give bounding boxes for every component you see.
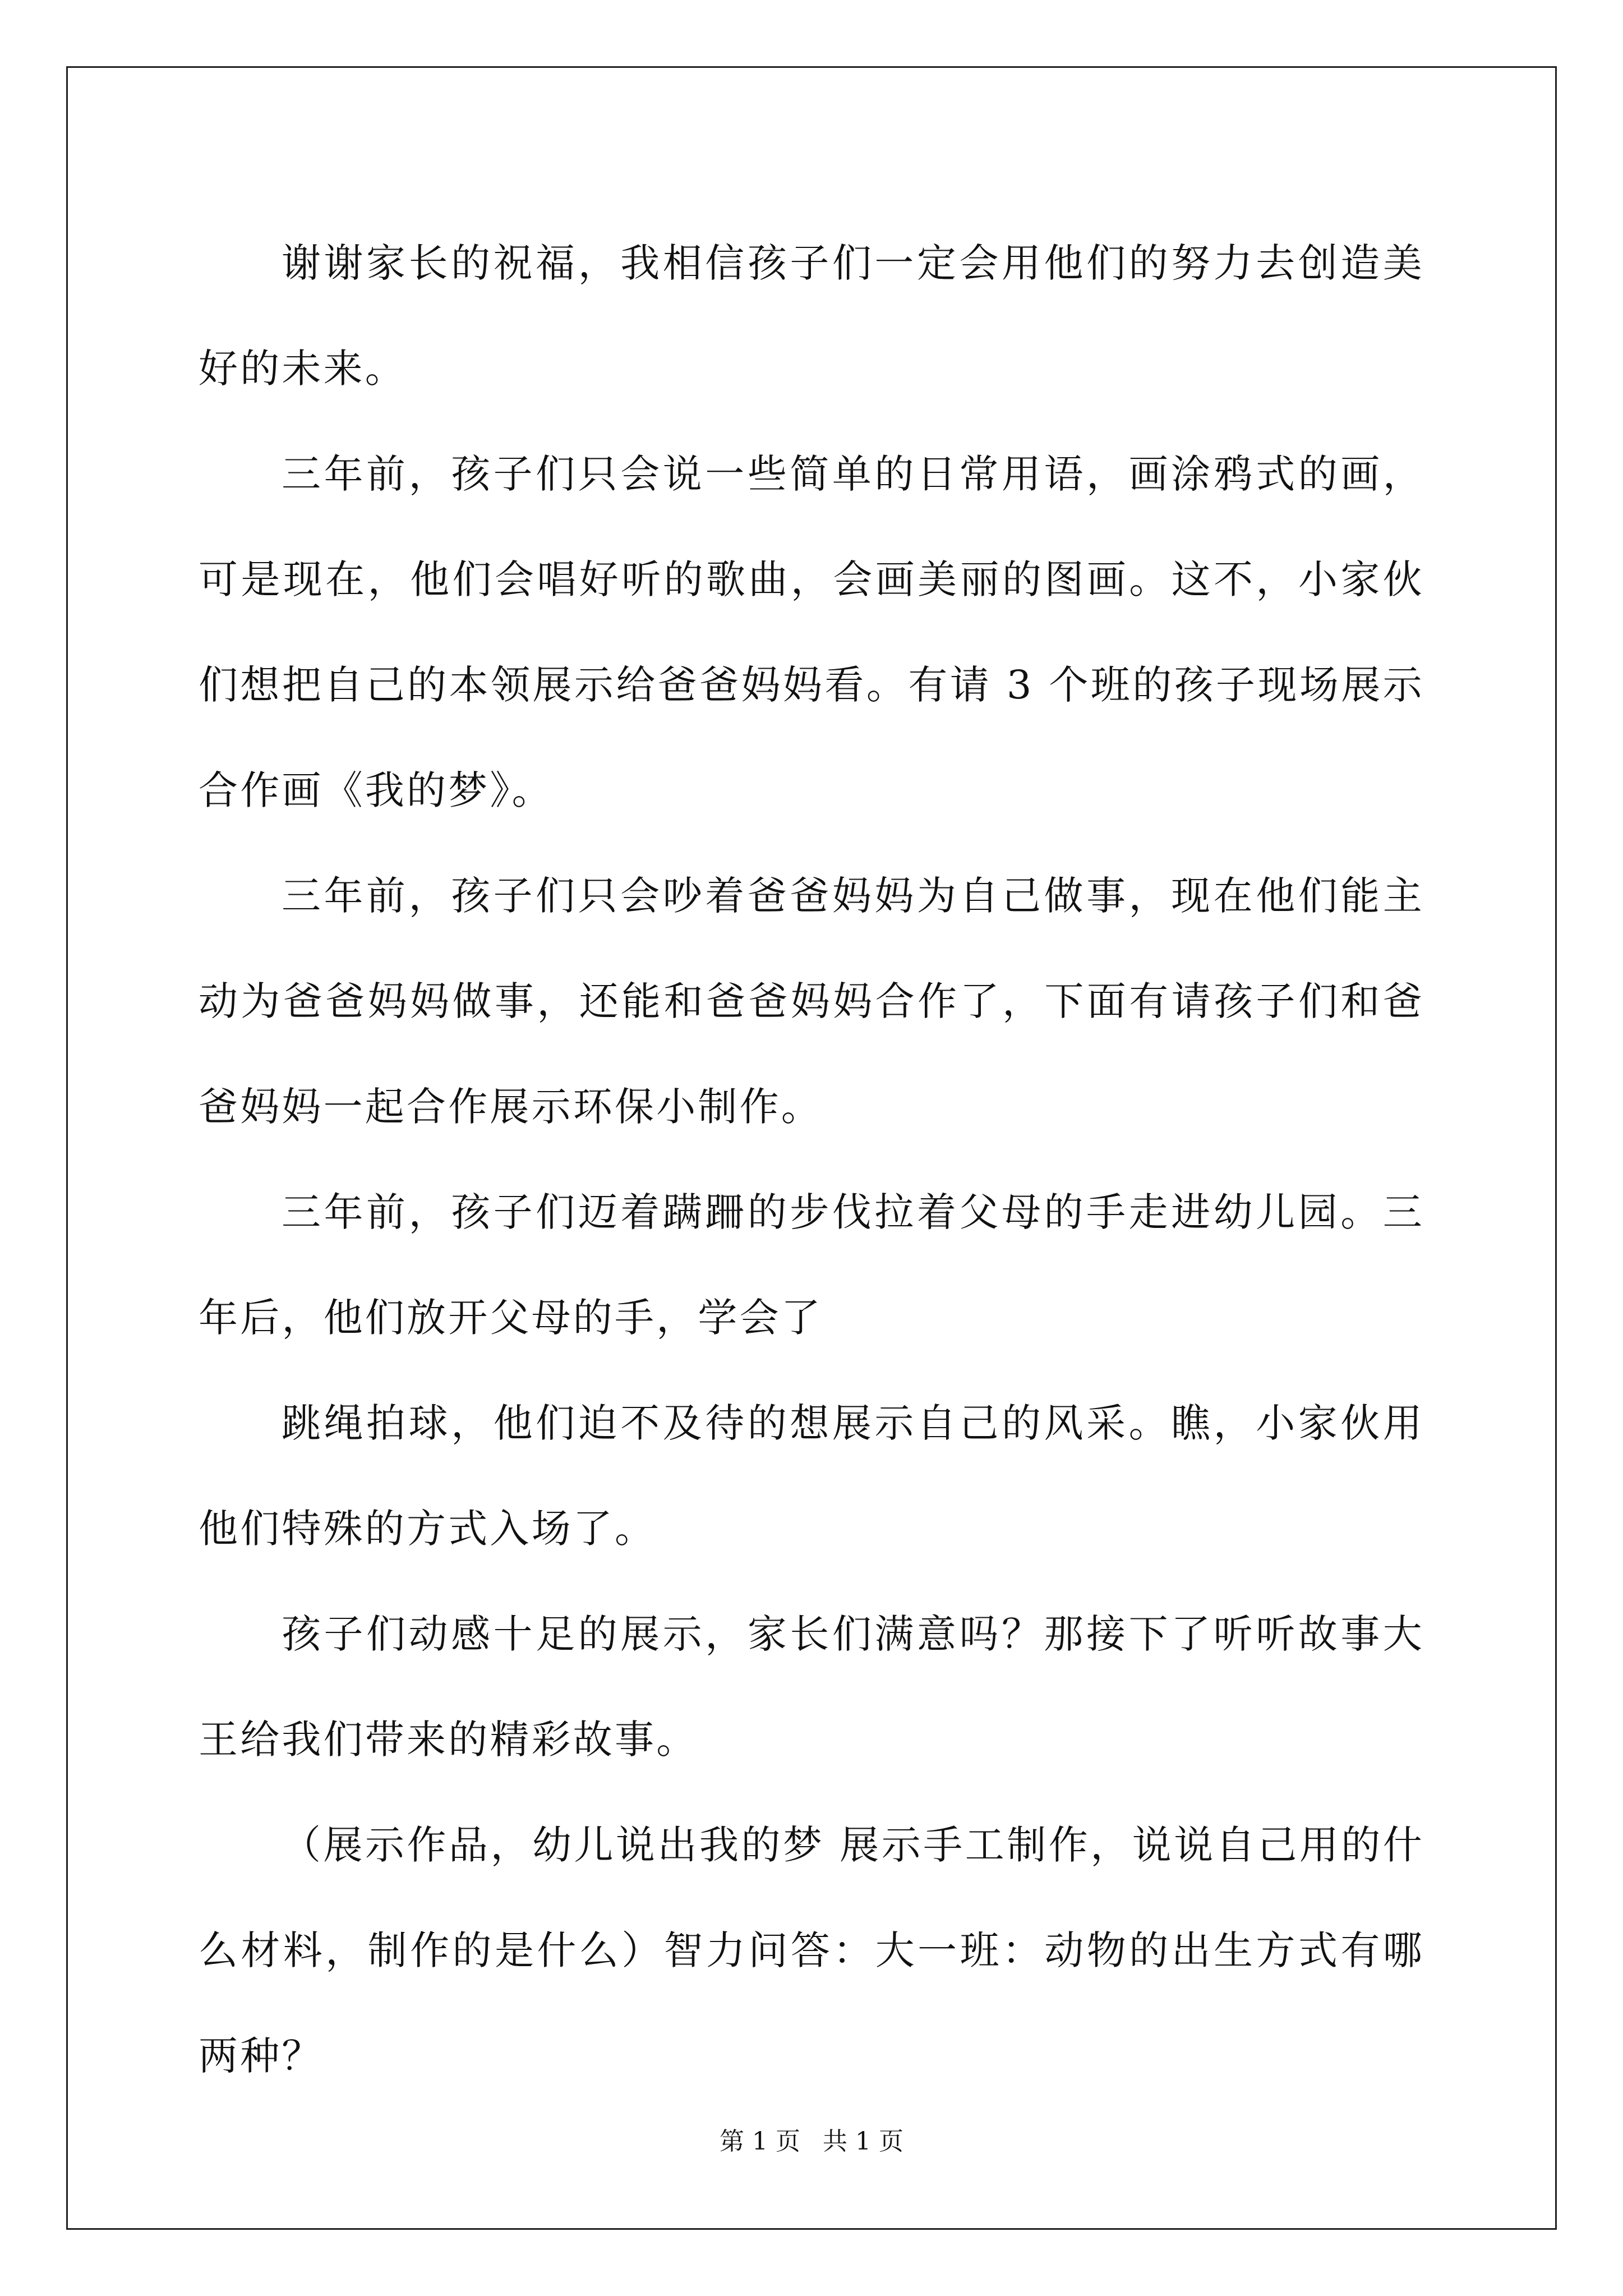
paragraph: 孩子们动感十足的展示，家长们满意吗？那接下了听听故事大王给我们带来的精彩故事。 [199,1611,1424,1763]
page-number: 第 1 页 [720,2127,800,2156]
document-body [199,210,1424,2109]
paragraph: 谢谢家长的祝福，我相信孩子们一定会用他们的努力去创造美好的未来。 [199,240,1424,392]
paragraph: 三年前，孩子们迈着蹒跚的步伐拉着父母的手走进幼儿园。三年后，他们放开父母的手，学会了 [199,1189,1424,1341]
page-total: 共 1 页 [823,2127,903,2156]
paragraph: （展示作品，幼儿说出我的梦 展示手工制作，说说自己用的什么材料，制作的是什么）智力问答：大一班：动物的出生方式有哪两种？ [199,1822,1424,2079]
page-footer [0,2125,1623,2159]
paragraph: 三年前，孩子们只会吵着爸爸妈妈为自己做事，现在他们能主动为爸爸妈妈做事，还能和爸爸妈妈合作了，下面有请孩子们和爸爸妈妈一起合作展示环保小制作。 [199,873,1424,1130]
paragraph: 三年前，孩子们只会说一些简单的日常用语，画涂鸦式的画，可是现在，他们会唱好听的歌曲，会画美丽的图画。这不，小家伙们想把自己的本领展示给爸爸妈妈看。有请 3 个班的孩子现场展示合作画《我的梦》。 [199,451,1424,813]
paragraph: 跳绳拍球，他们迫不及待的想展示自己的风采。瞧，小家伙用他们特殊的方式入场了。 [199,1400,1424,1552]
